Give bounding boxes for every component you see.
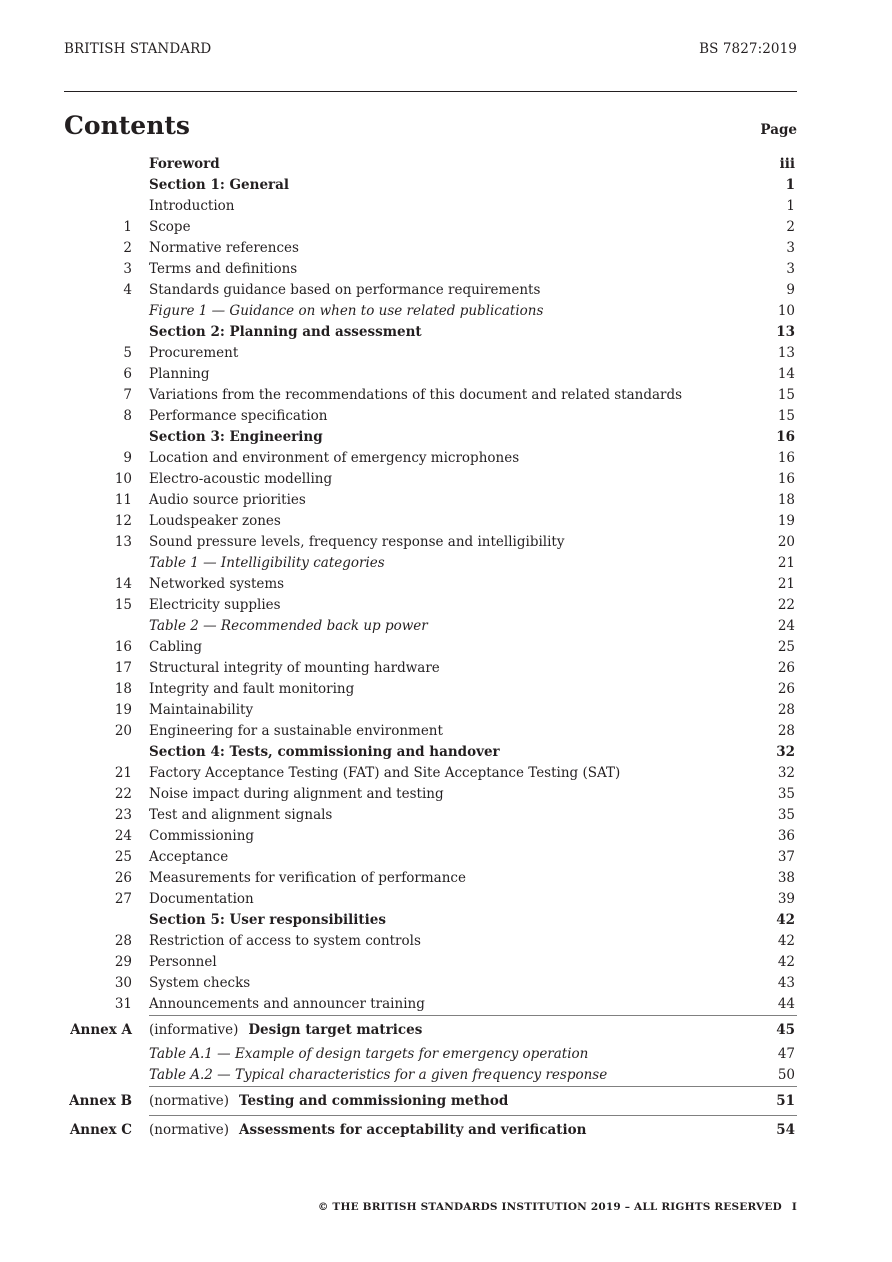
annex-page: 51	[776, 1093, 795, 1109]
toc-entry-title: Introduction	[149, 198, 235, 214]
toc-entry[interactable]	[64, 280, 797, 301]
toc-entry-number: 6	[123, 366, 132, 382]
toc-entry-page: 28	[777, 702, 795, 718]
toc-entry-title: Noise impact during alignment and testing	[149, 786, 444, 802]
toc-entry[interactable]	[64, 742, 797, 763]
toc-entry[interactable]	[64, 805, 797, 826]
toc-entry-number: 22	[114, 786, 132, 802]
toc-entry-page: 16	[777, 471, 795, 487]
toc-entry-page: 21	[777, 555, 795, 571]
toc-entry[interactable]	[64, 721, 797, 742]
annex-title: Design target matrices	[248, 1022, 423, 1038]
footer-copyright: © THE BRITISH STANDARDS INSTITUTION 2019 – ALL RIGHTS RESERVED	[317, 1201, 782, 1213]
toc-entry-title: Restriction of access to system controls	[149, 933, 421, 949]
toc-entry-title: Section 1: General	[149, 177, 290, 193]
toc-entry-page: 26	[777, 681, 795, 697]
toc-entry-title: Announcements and announcer training	[149, 996, 425, 1012]
toc-entry[interactable]	[64, 889, 797, 910]
toc-entry-number: 25	[114, 849, 132, 865]
toc-entry-page: 2	[786, 219, 795, 235]
toc-entry-title: Electricity supplies	[149, 597, 281, 613]
toc-entry[interactable]	[64, 490, 797, 511]
toc-entry-title: Section 4: Tests, commissioning and handover	[149, 744, 500, 760]
toc-entry[interactable]	[64, 931, 797, 952]
toc-entry-number: 23	[114, 807, 132, 823]
toc-entry-title: Planning	[149, 366, 210, 382]
annex-kind: (informative)	[149, 1022, 239, 1038]
annex-item-title: Table A.1 — Example of design targets for emergency operation	[149, 1046, 589, 1062]
toc-entry-title: Test and alignment signals	[149, 807, 333, 823]
toc-entry-title: System checks	[149, 975, 251, 991]
toc-entry-title: Normative references	[149, 240, 299, 256]
toc-entry[interactable]	[64, 259, 797, 280]
toc-entry-page: 25	[777, 639, 795, 655]
toc-entry-page: 38	[777, 870, 795, 886]
annex-kind: (normative)	[149, 1093, 230, 1109]
toc-annex-item[interactable]	[64, 1065, 797, 1086]
page-column-label: Page	[760, 122, 797, 138]
toc-entry-page: 36	[777, 828, 795, 844]
annex-item-title: Table A.2 — Typical characteristics for a given frequency response	[149, 1067, 608, 1083]
toc-annex[interactable]	[64, 1016, 797, 1044]
toc-entry-number: 17	[114, 660, 132, 676]
toc-entry-number: 30	[114, 975, 132, 991]
toc-entry-number: 7	[123, 387, 132, 403]
toc-entry-title: Networked systems	[149, 576, 285, 592]
toc-entry-title: Measurements for verification of performance	[149, 870, 466, 886]
annex-label: Annex B	[69, 1093, 132, 1109]
toc-entry-page: 18	[777, 492, 795, 508]
toc-entry-page: 16	[776, 429, 795, 445]
toc-entry[interactable]	[64, 658, 797, 679]
toc-entry-number: 13	[114, 534, 132, 550]
toc-entry-title: Section 5: User responsibilities	[149, 912, 386, 928]
toc-annex[interactable]	[64, 1116, 797, 1144]
toc-entry[interactable]	[64, 763, 797, 784]
toc-entry-page: 3	[786, 240, 795, 256]
toc-entry[interactable]	[64, 385, 797, 406]
toc-entry-title: Table 2 — Recommended back up power	[149, 618, 428, 634]
toc-entry-title: Personnel	[149, 954, 217, 970]
annex-page: 45	[776, 1022, 795, 1038]
annex-kind: (normative)	[149, 1122, 230, 1138]
toc-entry[interactable]	[64, 994, 797, 1015]
toc-entry-number: 26	[114, 870, 132, 886]
toc-entry[interactable]	[64, 595, 797, 616]
annex-title: Assessments for acceptability and verification	[239, 1122, 587, 1138]
toc-entry[interactable]	[64, 700, 797, 721]
toc-entry-page: 1	[785, 177, 795, 193]
toc-entry-title: Acceptance	[149, 849, 229, 865]
toc-entry[interactable]	[64, 301, 797, 322]
toc-entry-number: 28	[114, 933, 132, 949]
toc-entry-title: Scope	[149, 219, 191, 235]
toc-annex-item[interactable]	[64, 1044, 797, 1065]
toc-entry[interactable]	[64, 553, 797, 574]
running-header-left: BRITISH STANDARD	[64, 41, 212, 57]
toc-entry[interactable]	[64, 469, 797, 490]
toc-entry[interactable]	[64, 847, 797, 868]
toc-entry-number: 11	[114, 492, 132, 508]
toc-entry[interactable]	[64, 826, 797, 847]
toc-entry-number: 19	[114, 702, 132, 718]
toc-entry-page: 19	[777, 513, 795, 529]
toc-entry-number: 12	[114, 513, 132, 529]
toc-entry-page: 15	[777, 408, 795, 424]
toc-entry-page: 3	[786, 261, 795, 277]
toc-entry[interactable]	[64, 952, 797, 973]
toc-entry[interactable]	[64, 784, 797, 805]
toc-entry-number: 29	[114, 954, 132, 970]
toc-entry-title: Engineering for a sustainable environment	[149, 723, 443, 739]
toc-entry-title: Performance specification	[149, 408, 328, 424]
toc-entry-number: 5	[123, 345, 132, 361]
toc-entry[interactable]	[64, 322, 797, 343]
toc-entry-page: 42	[776, 912, 795, 928]
toc-entry-title: Sound pressure levels, frequency response and intelligibility	[149, 534, 565, 550]
toc-entry-page: 10	[777, 303, 795, 319]
toc-entry-title: Cabling	[149, 639, 202, 655]
toc-entry[interactable]	[64, 217, 797, 238]
footer-page-number: I	[791, 1201, 797, 1213]
annex-page: 54	[776, 1122, 795, 1138]
toc-entry-title: Table 1 — Intelligibility categories	[149, 555, 385, 571]
page-title: Contents	[64, 111, 191, 140]
toc-entry[interactable]	[64, 406, 797, 427]
running-header-right: BS 7827:2019	[699, 41, 797, 57]
annex-title: Testing and commissioning method	[239, 1093, 509, 1109]
toc-entry-title: Foreword	[149, 156, 220, 172]
toc-entry-page: 20	[777, 534, 795, 550]
toc-entry-title: Figure 1 — Guidance on when to use related publications	[149, 303, 544, 319]
page-footer	[318, 1201, 797, 1213]
toc-entry[interactable]	[64, 154, 797, 175]
toc-entry-page: 42	[777, 933, 795, 949]
toc-entry-number: 20	[114, 723, 132, 739]
toc-entry-number: 15	[114, 597, 132, 613]
toc-entry-page: 42	[777, 954, 795, 970]
toc-entry-page: 26	[777, 660, 795, 676]
toc-entry-number: 10	[114, 471, 132, 487]
toc-entry-page: 32	[777, 765, 795, 781]
toc-entry-title: Variations from the recommendations of this document and related standards	[149, 387, 683, 403]
toc-entry[interactable]	[64, 364, 797, 385]
toc-entry[interactable]	[64, 343, 797, 364]
toc-entry[interactable]	[64, 973, 797, 994]
toc-entry-number: 1	[123, 219, 132, 235]
toc-entry-page: 39	[777, 891, 795, 907]
toc-entry-number: 14	[114, 576, 132, 592]
header-rule	[64, 91, 797, 92]
annex-item-page: 47	[777, 1046, 795, 1062]
toc-entry-page: 37	[777, 849, 795, 865]
toc-entry-title: Loudspeaker zones	[149, 513, 281, 529]
annex-heading	[132, 1016, 745, 1044]
toc-entry-page: 9	[786, 282, 795, 298]
toc-entry[interactable]	[64, 196, 797, 217]
toc-entry-number: 18	[114, 681, 132, 697]
toc-entry-page: 35	[777, 786, 795, 802]
toc-entry-number: 9	[123, 450, 132, 466]
annex-heading	[132, 1116, 745, 1144]
annex-label: Annex C	[69, 1122, 132, 1138]
toc-entry-number: 2	[123, 240, 132, 256]
toc-annexes	[64, 1015, 797, 1144]
toc-entry-number: 27	[114, 891, 132, 907]
toc-entry-page: 16	[777, 450, 795, 466]
toc-entry-title: Structural integrity of mounting hardware	[149, 660, 440, 676]
annex-heading	[132, 1087, 745, 1115]
toc-entry-number: 21	[114, 765, 132, 781]
toc-entry-number: 31	[114, 996, 132, 1012]
toc-entry-title: Electro-acoustic modelling	[149, 471, 333, 487]
toc-entry-page: 32	[776, 744, 795, 760]
toc-entry[interactable]	[64, 574, 797, 595]
toc-entry-title: Commissioning	[149, 828, 255, 844]
toc-entry-title: Integrity and fault monitoring	[149, 681, 355, 697]
toc-entry-title: Section 2: Planning and assessment	[149, 324, 422, 340]
toc-entry[interactable]	[64, 427, 797, 448]
table-of-contents	[64, 154, 797, 1144]
toc-entry[interactable]	[64, 679, 797, 700]
toc-entry[interactable]	[64, 238, 797, 259]
toc-entry[interactable]	[64, 175, 797, 196]
toc-entry[interactable]	[64, 616, 797, 637]
toc-entry-number: 4	[123, 282, 132, 298]
toc-entry-title: Terms and definitions	[149, 261, 298, 277]
toc-entry[interactable]	[64, 868, 797, 889]
toc-entry-number: 8	[123, 408, 132, 424]
toc-entry-page: 44	[777, 996, 795, 1012]
toc-entry-page: 35	[777, 807, 795, 823]
toc-entry-page: 14	[777, 366, 795, 382]
annex-label: Annex A	[70, 1022, 132, 1038]
toc-entry-number: 16	[114, 639, 132, 655]
toc-entry-title: Section 3: Engineering	[149, 429, 323, 445]
toc-entry-title: Maintainability	[149, 702, 254, 718]
toc-entry-page: 15	[777, 387, 795, 403]
toc-entry-title: Factory Acceptance Testing (FAT) and Site Acceptance Testing (SAT)	[149, 765, 621, 781]
toc-entry-page: iii	[779, 156, 795, 172]
toc-entry[interactable]	[64, 448, 797, 469]
toc-entry-page: 1	[786, 198, 795, 214]
toc-entry[interactable]	[64, 511, 797, 532]
toc-entry-page: 13	[777, 345, 795, 361]
annex-item-page: 50	[777, 1067, 795, 1083]
toc-entry-page: 43	[777, 975, 795, 991]
toc-annex[interactable]	[64, 1087, 797, 1115]
toc-entry[interactable]	[64, 910, 797, 931]
toc-entry-title: Documentation	[149, 891, 254, 907]
toc-entry-number: 3	[123, 261, 132, 277]
toc-entries	[64, 154, 797, 1015]
toc-entry-title: Audio source priorities	[149, 492, 306, 508]
toc-entry-page: 21	[777, 576, 795, 592]
toc-entry-page: 13	[776, 324, 795, 340]
toc-entry-title: Procurement	[149, 345, 239, 361]
toc-entry-page: 22	[777, 597, 795, 613]
toc-entry-number: 24	[114, 828, 132, 844]
toc-entry-title: Standards guidance based on performance requirements	[149, 282, 541, 298]
toc-entry-page: 24	[777, 618, 795, 634]
toc-entry[interactable]	[64, 637, 797, 658]
toc-entry-title: Location and environment of emergency microphones	[149, 450, 520, 466]
toc-entry[interactable]	[64, 532, 797, 553]
toc-entry-page: 28	[777, 723, 795, 739]
